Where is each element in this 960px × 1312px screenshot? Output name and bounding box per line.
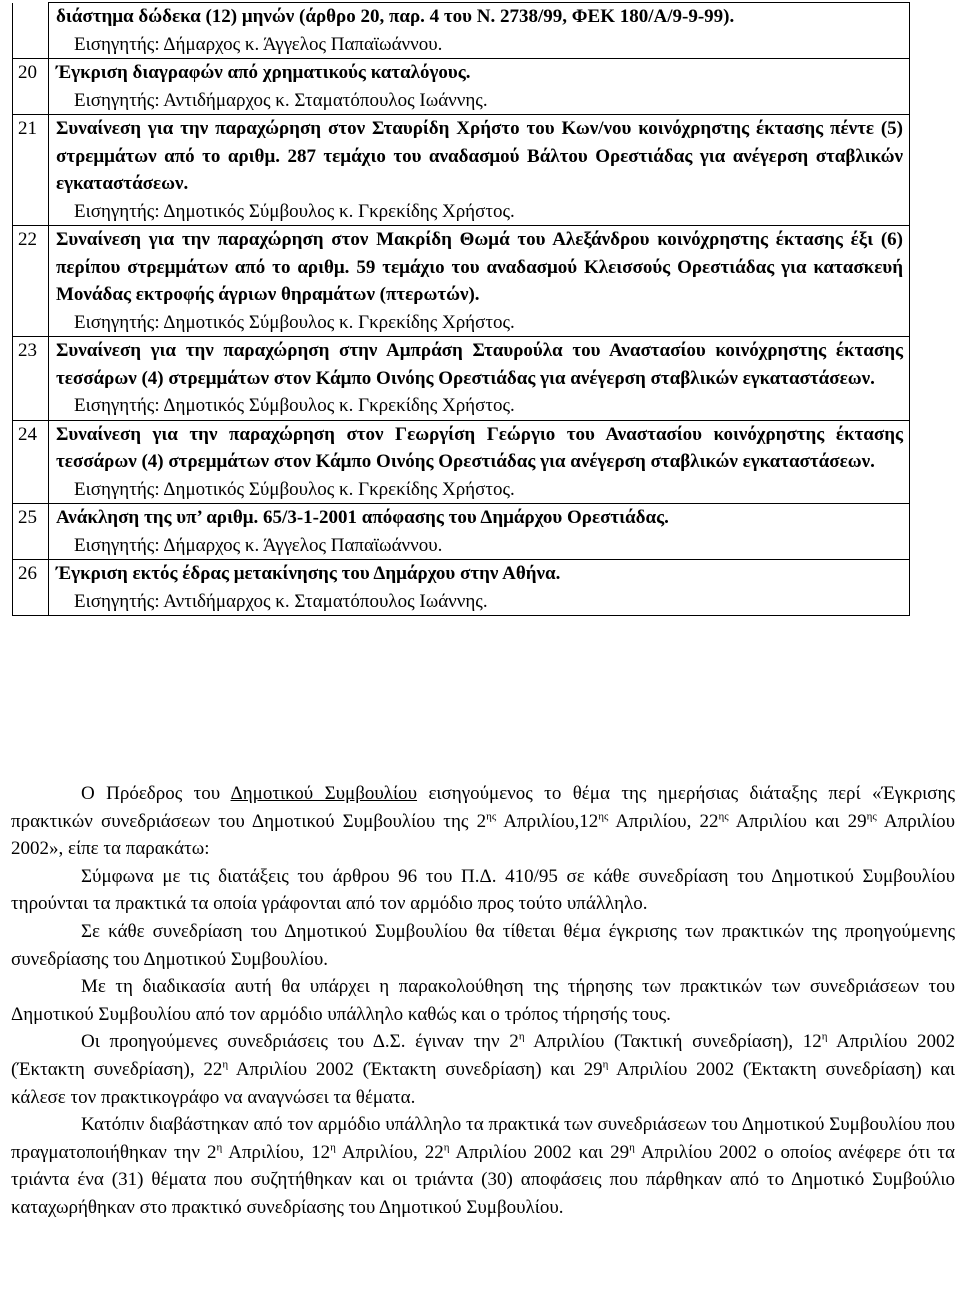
- text-run: Απριλίου (Τακτική συνεδρίαση), 12: [524, 1031, 822, 1053]
- body-paragraph-4: Με τη διαδικασία αυτή θα υπάρχει η παρακολούθηση της τήρησης των πρακτικών των συνεδριάσεων του Δημοτικού Συμβουλίου από τον αρμόδιο υπάλληλο καθώς και ο τρόπος τήρησής τους.: [11, 976, 955, 1025]
- ordinal-suffix: η: [216, 1141, 223, 1154]
- agenda-item-rapporteur: Εισηγητής: Δήμαρχος κ. Άγγελος Παπαϊωάννου.: [74, 33, 443, 55]
- agenda-item-text: [49, 3, 910, 59]
- agenda-item-text: [49, 59, 910, 115]
- ordinal-suffix: η: [629, 1141, 635, 1154]
- agenda-item-text: [49, 337, 910, 421]
- agenda-item-number: 26: [13, 560, 49, 616]
- agenda-item-text: [49, 560, 910, 616]
- agenda-item-title: Συναίνεση για την παραχώρηση στον Γεωργίση Γεώργιο του Αναστασίου κοινόχρηστης έκτασης τεσσάρων (4) στρεμμάτων στον Κάμπο Οινόης Ορεστιάδας για ανέγερση σταβλικών εγκαταστάσεων.: [56, 423, 903, 472]
- text-run: Απριλίου, 12: [222, 1141, 331, 1163]
- agenda-item-title: Συναίνεση για την παραχώρηση στην Αμπράση Σταυρούλα του Αναστασίου κοινόχρηστης έκτασης τεσσάρων (4) στρεμμάτων στον Κάμπο Οινόης Ορεστιάδας για ανέγερση σταβλικών εγκαταστάσεων.: [56, 340, 903, 389]
- ordinal-suffix: ης: [866, 810, 877, 823]
- agenda-item-rapporteur: Εισηγητής: Δημοτικός Σύμβουλος κ. Γκρεκίδης Χρήστος.: [74, 478, 515, 500]
- agenda-item-title: διάστημα δώδεκα (12) μηνών (άρθρο 20, παρ. 4 του Ν. 2738/99, ΦΕΚ 180/Α/9-9-99).: [56, 6, 735, 27]
- agenda-item-text: [49, 504, 910, 560]
- text-run: Οι προηγούμενες συνεδριάσεις του Δ.Σ. έγιναν την 2: [81, 1031, 519, 1053]
- agenda-item-text: [49, 420, 910, 504]
- agenda-item-title: Συναίνεση για την παραχώρηση στον Σταυρίδη Χρήστο του Κων/νου κοινόχρηστης έκτασης πέντε (5) στρεμμάτων από το αριθμ. 287 τεμάχιο του αναδασμού Βάλτου Ορεστιάδας για ανέγερση σταβλικών εγκαταστάσεων.: [56, 118, 903, 194]
- ordinal-suffix: η: [222, 1058, 229, 1071]
- text-run: Κατόπιν διαβάστηκαν από τον αρμόδιο υπάλληλο τα πρακτικά των συνεδριάσεων του Δημοτικού Συμβουλίου που πραγματοποιήθηκαν την 2: [11, 1114, 955, 1163]
- text-run: Απριλίου 2002», είπε τα παρακάτω:: [11, 810, 956, 860]
- ordinal-suffix: ης: [598, 810, 609, 823]
- agenda-item-rapporteur: Εισηγητής: Δήμαρχος κ. Άγγελος Παπαϊωάννου.: [74, 534, 443, 556]
- agenda-item-number: 21: [13, 115, 49, 226]
- agenda-item-number: 23: [13, 337, 49, 421]
- agenda-item-title: Έγκριση εκτός έδρας μετακίνησης του Δημάρχου στην Αθήνα.: [56, 563, 561, 584]
- text-run: Απριλίου 2002 (Έκτακτη συνεδρίαση) και κάλεσε τον πρακτικογράφο να αναγνώσει τα θέματα.: [11, 1058, 956, 1108]
- agenda-item-title: Έγκριση διαγραφών από χρηματικούς καταλόγους.: [56, 62, 471, 83]
- ordinal-suffix: η: [443, 1141, 450, 1154]
- ordinal-suffix: η: [518, 1031, 525, 1044]
- text-run: Απριλίου 2002 και 29: [449, 1141, 630, 1163]
- agenda-row-26: [13, 560, 910, 616]
- minutes-body: [11, 780, 955, 1222]
- body-paragraph-6: [11, 1111, 955, 1221]
- agenda-item-title: Συναίνεση για την παραχώρηση στον Μακρίδη Θωμά του Αλεξάνδρου κοινόχρηστης έκτασης έξι (6) περίπου στρεμμάτων από το αριθμ. 59 τεμάχιο του αναδασμού Κλεισσούς Ορεστιάδας για κατασκευή Μονάδας εκτροφής άγριων θηραμάτων (πτερωτών).: [56, 229, 903, 305]
- ordinal-suffix: ης: [718, 810, 729, 823]
- text-run: Απριλίου 2002 (Έκτακτη συνεδρίαση) και 29: [228, 1058, 603, 1080]
- ordinal-suffix: η: [602, 1058, 609, 1071]
- text-run: Απριλίου 2002 ο οποίος ανέφερε ότι τα τριάντα ένα (31) θέματα που συζητήθηκαν και οι τριάντα (30) αποφάσεις που πάρθηκαν από το Δημοτικό Συμβούλιο καταχωρήθηκαν στο πρακτικό συνεδρίασης του Δημοτικού Συμβουλίου.: [11, 1141, 956, 1218]
- agenda-item-number: [13, 3, 49, 59]
- agenda-item-number: 25: [13, 504, 49, 560]
- agenda-item-rapporteur: Εισηγητής: Δημοτικός Σύμβουλος κ. Γκρεκίδης Χρήστος.: [74, 395, 515, 416]
- agenda-item-text: [49, 115, 910, 226]
- agenda-row-25: [13, 504, 910, 560]
- text-run: Απριλίου 2002 (Έκτακτη συνεδρίαση), 22: [11, 1031, 955, 1080]
- agenda-item-rapporteur: Εισηγητής: Δημοτικός Σύμβουλος κ. Γκρεκίδης Χρήστος.: [74, 311, 515, 333]
- agenda-table: [12, 2, 910, 616]
- agenda-row-20: [13, 59, 910, 115]
- agenda-item-title: Ανάκληση της υπ’ αριθμ. 65/3-1-2001 απόφασης του Δημάρχου Ορεστιάδας.: [56, 507, 669, 528]
- agenda-item-number: 22: [13, 226, 49, 337]
- text-run: Απριλίου,12: [496, 810, 599, 832]
- agenda-item-rapporteur: Εισηγητής: Αντιδήμαρχος κ. Σταματόπουλος Ιωάννης.: [74, 89, 488, 111]
- text-run: Ο Πρόεδρος του: [81, 783, 231, 804]
- agenda-row-23: [13, 337, 910, 421]
- body-paragraph-1: [11, 780, 955, 863]
- body-paragraph-5: [11, 1028, 955, 1111]
- ordinal-suffix: η: [821, 1031, 828, 1044]
- text-run: εισηγούμενος το θέμα της ημερήσιας διάταξης περί «Έγκρισης πρακτικών συνεδριάσεων του Δημοτικού Συμβουλίου της 2: [11, 783, 955, 832]
- body-paragraph-2: Σύμφωνα με τις διατάξεις του άρθρου 96 του Π.Δ. 410/95 σε κάθε συνεδρίαση του Δημοτικού Συμβουλίου τηρούνται τα πρακτικά τα οποία γράφονται από τον αρμόδιο προς τούτο υπάλληλο.: [11, 865, 955, 915]
- text-run: Απριλίου, 22: [608, 810, 719, 832]
- agenda-item-rapporteur: Εισηγητής: Δημοτικός Σύμβουλος κ. Γκρεκίδης Χρήστος.: [74, 200, 515, 222]
- agenda-row-continued: [13, 3, 910, 59]
- agenda-row-21: [13, 115, 910, 226]
- ordinal-suffix: η: [330, 1141, 336, 1154]
- agenda-item-text: [49, 226, 910, 337]
- agenda-item-number: 20: [13, 59, 49, 115]
- agenda-row-24: [13, 420, 910, 504]
- body-paragraph-3: Σε κάθε συνεδρίαση του Δημοτικού Συμβουλίου θα τίθεται θέμα έγκρισης των πρακτικών της προηγούμενης συνεδρίασης του Δημοτικού Συμβουλίου.: [11, 920, 955, 970]
- ordinal-suffix: ης: [486, 810, 497, 823]
- agenda-row-22: [13, 226, 910, 337]
- agenda-item-rapporteur: Εισηγητής: Αντιδήμαρχος κ. Σταματόπουλος Ιωάννης.: [74, 590, 488, 612]
- text-run: Απριλίου, 22: [335, 1141, 444, 1163]
- text-run: Απριλίου και 29: [728, 810, 867, 832]
- agenda-item-number: 24: [13, 420, 49, 504]
- underlined-text: Δημοτικού Συμβουλίου: [230, 783, 418, 804]
